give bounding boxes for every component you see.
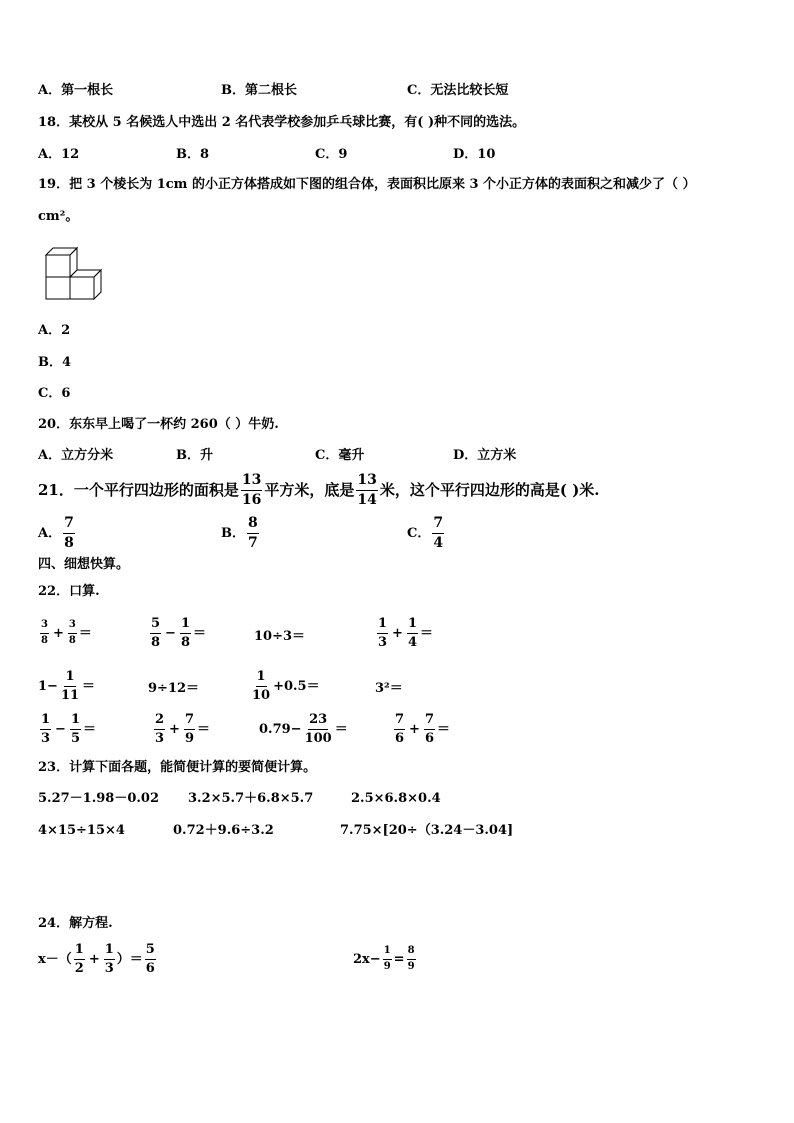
numerator: 23	[308, 713, 328, 730]
q23-expression-2: 3.2×5.7＋6.8×5.7	[188, 791, 314, 806]
q21-option-c	[407, 516, 446, 550]
q23-expression-4: 4×15÷15×4	[38, 823, 125, 838]
bottom-right-cube-front	[70, 277, 94, 299]
bottom-right-cube-side	[94, 270, 101, 299]
q21-option-c-label: C．	[407, 525, 431, 541]
q22-r1-e2	[148, 617, 206, 649]
denominator: 3	[41, 730, 51, 746]
q20-option-c: C．毫升	[315, 448, 365, 463]
q22-r3-e2	[152, 713, 210, 745]
fraction	[154, 713, 165, 745]
q21-option-a	[38, 516, 77, 550]
q21-option-a-label: A．	[38, 525, 62, 541]
denominator: 4	[407, 634, 417, 650]
equals-sign: ＝	[82, 678, 96, 694]
denominator: 3	[378, 634, 388, 650]
fraction	[407, 946, 416, 972]
denominator: 6	[424, 730, 434, 746]
fraction	[70, 713, 81, 745]
q22-r1-e4	[375, 617, 433, 649]
q20-option-a: A．立方分米	[38, 448, 114, 463]
q22-r3-e3	[259, 713, 348, 745]
q22-r1-e1	[38, 620, 92, 646]
fraction	[150, 617, 161, 649]
denominator: 100	[304, 730, 332, 746]
denominator: 2	[74, 960, 84, 976]
q18-option-a: A．12	[38, 147, 80, 162]
q17-option-a: A．第一根长	[38, 83, 114, 98]
fraction	[184, 713, 195, 745]
equation-equals: ）＝	[116, 951, 143, 967]
bottom-right-cube-top	[70, 270, 101, 277]
fraction	[407, 617, 418, 649]
denominator: 6	[395, 730, 405, 746]
q20-stem: 20．东东早上喝了一杯约 260（ ）牛奶.	[38, 417, 279, 432]
q18-option-b: B．8	[176, 147, 210, 162]
equals-sign: ＝	[437, 721, 451, 737]
numerator: 8	[407, 946, 416, 960]
q21-option-b	[221, 516, 261, 550]
q24-title: 24．解方程.	[38, 916, 113, 931]
q23-expression-5: 0.72＋9.6÷3.2	[173, 823, 274, 838]
q21-option-b-numerator: 8	[247, 516, 259, 534]
q21-option-a-numerator: 7	[63, 516, 75, 534]
q21-option-a-denominator: 8	[64, 534, 74, 551]
q21-text-3: 米，这个平行四边形的高是( )米.	[379, 480, 600, 499]
fraction	[60, 670, 80, 702]
numerator: 1	[104, 943, 115, 960]
denominator: 6	[145, 960, 155, 976]
q21-text-2: 平方米，底是	[264, 480, 355, 499]
top-cube-top	[46, 248, 77, 255]
fraction	[180, 617, 191, 649]
numerator: 1	[180, 617, 191, 634]
q21-option-a-fraction	[63, 516, 75, 550]
denominator: 8	[68, 634, 76, 646]
denominator: 9	[383, 960, 391, 972]
numerator: 1	[383, 946, 392, 960]
equals-sign: ＝	[197, 721, 211, 737]
q18-option-d: D．10	[453, 147, 496, 162]
denominator: 3	[155, 730, 165, 746]
q21-text-1: 21．一个平行四边形的面积是	[38, 480, 239, 499]
q17-option-c: C．无法比较长短	[407, 83, 509, 98]
operator: +	[88, 951, 100, 967]
fraction	[74, 943, 85, 975]
numerator: 3	[68, 620, 77, 634]
numerator: 1	[256, 670, 267, 687]
q22-r2-e1	[38, 670, 95, 702]
numerator: 3	[40, 620, 49, 634]
numerator: 1	[74, 943, 85, 960]
q22-r3-e4	[392, 713, 450, 745]
q22-r3-e1	[38, 713, 96, 745]
q21-option-c-numerator: 7	[432, 516, 444, 534]
operator: +	[409, 721, 420, 737]
denominator: 9	[184, 730, 194, 746]
q22-r1-e3: 10÷3＝	[254, 629, 306, 644]
numerator: 7	[424, 713, 435, 730]
operator: −	[165, 625, 176, 641]
fraction	[40, 713, 51, 745]
expression-suffix: +0.5＝	[273, 678, 320, 694]
denominator: 10	[252, 687, 271, 703]
equals-sign: ＝	[83, 721, 97, 737]
numerator: 7	[184, 713, 195, 730]
q22-r2-e4: 3²＝	[375, 681, 403, 696]
denominator: 11	[60, 687, 80, 703]
fraction	[251, 670, 271, 702]
q23-expression-3: 2.5×6.8×0.4	[351, 791, 441, 806]
q19-option-b: B．4	[38, 355, 72, 370]
fraction	[40, 620, 49, 646]
numerator: 1	[407, 617, 418, 634]
denominator: 9	[407, 960, 415, 972]
fraction	[377, 617, 388, 649]
denominator: 8	[41, 634, 48, 646]
cube-combination-figure	[44, 241, 106, 303]
equals-sign: ＝	[193, 625, 207, 641]
q18-stem: 18．某校从 5 名候选人中选出 2 名代表学校参加乒乓球比赛，有( )种不同的选法。	[38, 115, 526, 130]
q23-expression-1: 5.27－1.98－0.02	[38, 791, 159, 806]
q21-option-b-label: B．	[221, 525, 245, 541]
bottom-left-cube-front	[46, 277, 70, 299]
q21-option-c-fraction	[432, 516, 444, 550]
numerator: 7	[394, 713, 405, 730]
q20-option-b: B．升	[176, 448, 213, 463]
q21-area-denominator: 16	[241, 491, 262, 508]
operator: +	[169, 721, 180, 737]
equals-sign: ＝	[334, 721, 348, 737]
fraction	[383, 946, 392, 972]
equation-prefix: x－（	[38, 951, 72, 967]
fraction	[394, 713, 405, 745]
fraction	[424, 713, 435, 745]
numerator: 5	[145, 943, 156, 960]
q22-r2-e2: 9÷12＝	[148, 681, 200, 696]
q18-option-c: C．9	[315, 147, 348, 162]
q21-area-numerator: 13	[241, 473, 262, 491]
q24-equation-1	[38, 943, 158, 975]
expression-prefix: 0.79−	[259, 721, 302, 737]
q21-stem	[38, 473, 600, 507]
equals-sign: ＝	[78, 625, 92, 641]
q20-option-d: D．立方米	[453, 448, 517, 463]
equation-prefix: 2x−	[353, 951, 381, 967]
q24-equation-2	[353, 946, 418, 972]
numerator: 1	[64, 670, 75, 687]
denominator: 8	[180, 634, 190, 650]
q23-title: 23．计算下面各题，能简便计算的要简便计算。	[38, 760, 317, 775]
q19-stem: 19．把 3 个棱长为 1cm 的小正方体搭成如下图的组合体，表面积比原来 3 个小正方体的表面积之和减少了（ ）	[38, 177, 696, 192]
q21-base-denominator: 14	[357, 491, 377, 508]
equation-equals: =	[393, 951, 405, 967]
q19-option-a: A．2	[38, 323, 71, 338]
q21-option-b-denominator: 7	[248, 534, 258, 551]
q21-base-numerator: 13	[356, 473, 377, 491]
denominator: 5	[70, 730, 80, 746]
operator: +	[52, 625, 64, 641]
expression-prefix: 1−	[38, 678, 58, 694]
q21-option-c-denominator: 4	[433, 534, 444, 551]
fraction	[68, 620, 77, 646]
fraction	[304, 713, 333, 745]
q23-expression-6: 7.75×[20÷（3.24－3.04]	[340, 823, 514, 838]
top-cube-front	[46, 255, 70, 277]
q17-option-b: B．第二根长	[221, 83, 297, 98]
numerator: 1	[377, 617, 388, 634]
denominator: 3	[104, 960, 114, 976]
top-cube-side	[70, 248, 77, 277]
q19-unit: cm²。	[38, 209, 79, 224]
numerator: 5	[150, 617, 161, 634]
q22-title: 22．口算.	[38, 584, 100, 599]
q21-base-fraction	[356, 473, 377, 507]
q21-area-fraction	[241, 473, 262, 507]
q21-option-b-fraction	[247, 516, 259, 550]
equals-sign: ＝	[420, 625, 434, 641]
q22-r2-e3	[249, 670, 320, 702]
numerator: 1	[70, 713, 81, 730]
section-4-title: 四、细想快算。	[38, 557, 130, 572]
operator: +	[392, 625, 403, 641]
fraction	[104, 943, 115, 975]
numerator: 1	[40, 713, 51, 730]
numerator: 2	[154, 713, 165, 730]
fraction	[145, 943, 156, 975]
denominator: 8	[151, 634, 161, 650]
q19-option-c: C．6	[38, 386, 71, 401]
operator: −	[55, 721, 66, 737]
